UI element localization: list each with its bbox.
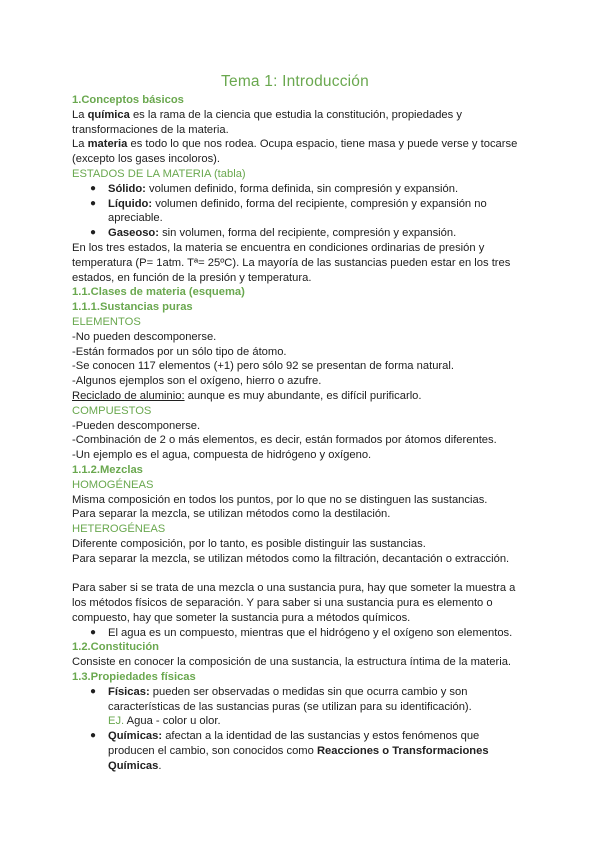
heterogeneas-label: HETEROGÉNEAS <box>72 523 166 536</box>
bullet-icon: ● <box>90 227 97 239</box>
bold-term: Sólido: <box>108 182 146 195</box>
list-item <box>72 685 518 729</box>
section-heading-propiedades: 1.3.Propiedades físicas <box>72 671 196 684</box>
homogeneas-label: HOMOGÉNEAS <box>72 478 154 491</box>
bullet-icon: ● <box>90 197 97 209</box>
text-run: afectan a la identidad de las sustancias y estos fenómenos que producen el cambio, son conocidos como <box>108 730 480 758</box>
text-run: La <box>72 138 88 151</box>
list-item <box>72 226 518 241</box>
bold-term: materia <box>87 138 128 151</box>
text-run: sin volumen, forma del recipiente, compresión y expansión. <box>158 227 457 240</box>
bullet-icon: ● <box>90 626 97 638</box>
paragraph-constitucion: Consiste en conocer la composición de una sustancia, la estructura íntima de la materia. <box>72 656 512 669</box>
bullet-icon: ● <box>90 730 97 742</box>
bold-term: Reacciones o Transformaciones Químicas <box>108 745 489 772</box>
blank-line <box>72 567 518 582</box>
page-title: Tema 1: Introducción <box>221 73 369 90</box>
paragraph-reciclado <box>72 389 518 404</box>
section-heading-conceptos: 1.Conceptos básicos <box>72 94 184 106</box>
list-item <box>72 197 518 227</box>
elementos-line: -No pueden descomponerse. <box>72 330 217 343</box>
subsection-heading-mezclas: 1.1.2.Mezclas <box>72 463 143 476</box>
paragraph-materia <box>72 137 518 167</box>
underlined-term: Reciclado de aluminio: <box>72 389 185 402</box>
section-heading-clases: 1.1.Clases de materia (esquema) <box>72 286 245 299</box>
agua-list <box>72 626 518 641</box>
heterogeneas-line: Para separar la mezcla, se utilizan métodos como la filtración, decantación o extracción. <box>72 552 510 565</box>
homogeneas-line: Misma composición en todos los puntos, por lo que no se distinguen las sustancias. <box>72 493 488 506</box>
list-item <box>72 182 518 197</box>
bullet-icon: ● <box>90 685 97 697</box>
text-run: volumen definido, forma definida, sin compresión y expansión. <box>145 182 459 195</box>
elementos-line: -Están formados por un sólo tipo de átomo. <box>72 345 287 358</box>
bold-term: química <box>87 108 130 121</box>
paragraph-estados: En los tres estados, la materia se encuentra en condiciones ordinarias de presión y temperatura (P= 1atm. Tª= 25ºC). La mayoría de las sustancias pueden estar en los tres estados, en función de la presión y temperatura. <box>72 241 511 284</box>
propiedades-list <box>72 685 518 774</box>
bold-term: Líquido: <box>108 197 153 210</box>
list-item <box>72 626 518 641</box>
text-run: El agua es un compuesto, mientras que el hidrógeno y el oxígeno son elementos. <box>108 626 513 639</box>
elementos-label: ELEMENTOS <box>72 315 141 328</box>
bold-term: Gaseoso: <box>108 227 159 240</box>
text-run: pueden ser observadas o medidas sin que ocurra cambio y son características de las sustancias puras (se utilizan para su identificación). <box>108 685 472 713</box>
document-page <box>72 72 518 774</box>
heterogeneas-line: Diferente composición, por lo tanto, es posible distinguir las sustancias. <box>72 537 426 550</box>
compuestos-line: -Pueden descomponerse. <box>72 419 201 432</box>
example-label: EJ. <box>108 715 125 728</box>
estados-label: ESTADOS DE LA MATERIA (tabla) <box>72 167 246 180</box>
elementos-line: -Algunos ejemplos son el oxígeno, hierro o azufre. <box>72 375 322 388</box>
bullet-icon: ● <box>90 182 97 194</box>
text-run: es todo lo que nos rodea. Ocupa espacio, tiene masa y puede verse y tocarse (excepto los gases incoloros). <box>72 138 518 166</box>
compuestos-label: COMPUESTOS <box>72 404 152 417</box>
text-run: aunque es muy abundante, es difícil purificarlo. <box>184 389 422 402</box>
compuestos-line: -Combinación de 2 o más elementos, es decir, están formados por átomos diferentes. <box>72 434 497 447</box>
elementos-line: -Se conocen 117 elementos (+1) pero sólo 92 se presentan de forma natural. <box>72 360 454 373</box>
text-run: La <box>72 108 88 121</box>
estados-list <box>72 182 518 241</box>
homogeneas-line: Para separar la mezcla, se utilizan métodos como la destilación. <box>72 508 391 521</box>
subsection-heading-sustancias-puras: 1.1.1.Sustancias puras <box>72 301 193 314</box>
text-run: volumen definido, forma del recipiente, compresión y expansión no apreciable. <box>108 197 487 225</box>
section-heading-constitucion: 1.2.Constitución <box>72 641 160 654</box>
list-item <box>72 729 518 773</box>
bold-term: Físicas: <box>108 685 150 698</box>
text-run: . <box>158 759 162 772</box>
paragraph-metodos: Para saber si se trata de una mezcla o una sustancia pura, hay que someter la muestra a los métodos físicos de separación. Y para saber si una sustancia pura es elemento o compuesto, hay que someter la sustancia pura a métodos químicos. <box>72 582 516 624</box>
text-run: Agua - color u olor. <box>124 715 221 728</box>
text-run: es la rama de la ciencia que estudia la constitución, propiedades y transformaciones de la materia. <box>72 108 462 136</box>
compuestos-line: -Un ejemplo es el agua, compuesta de hidrógeno y oxígeno. <box>72 449 372 462</box>
bold-term: Químicas: <box>108 730 163 743</box>
paragraph-quimica <box>72 108 518 138</box>
